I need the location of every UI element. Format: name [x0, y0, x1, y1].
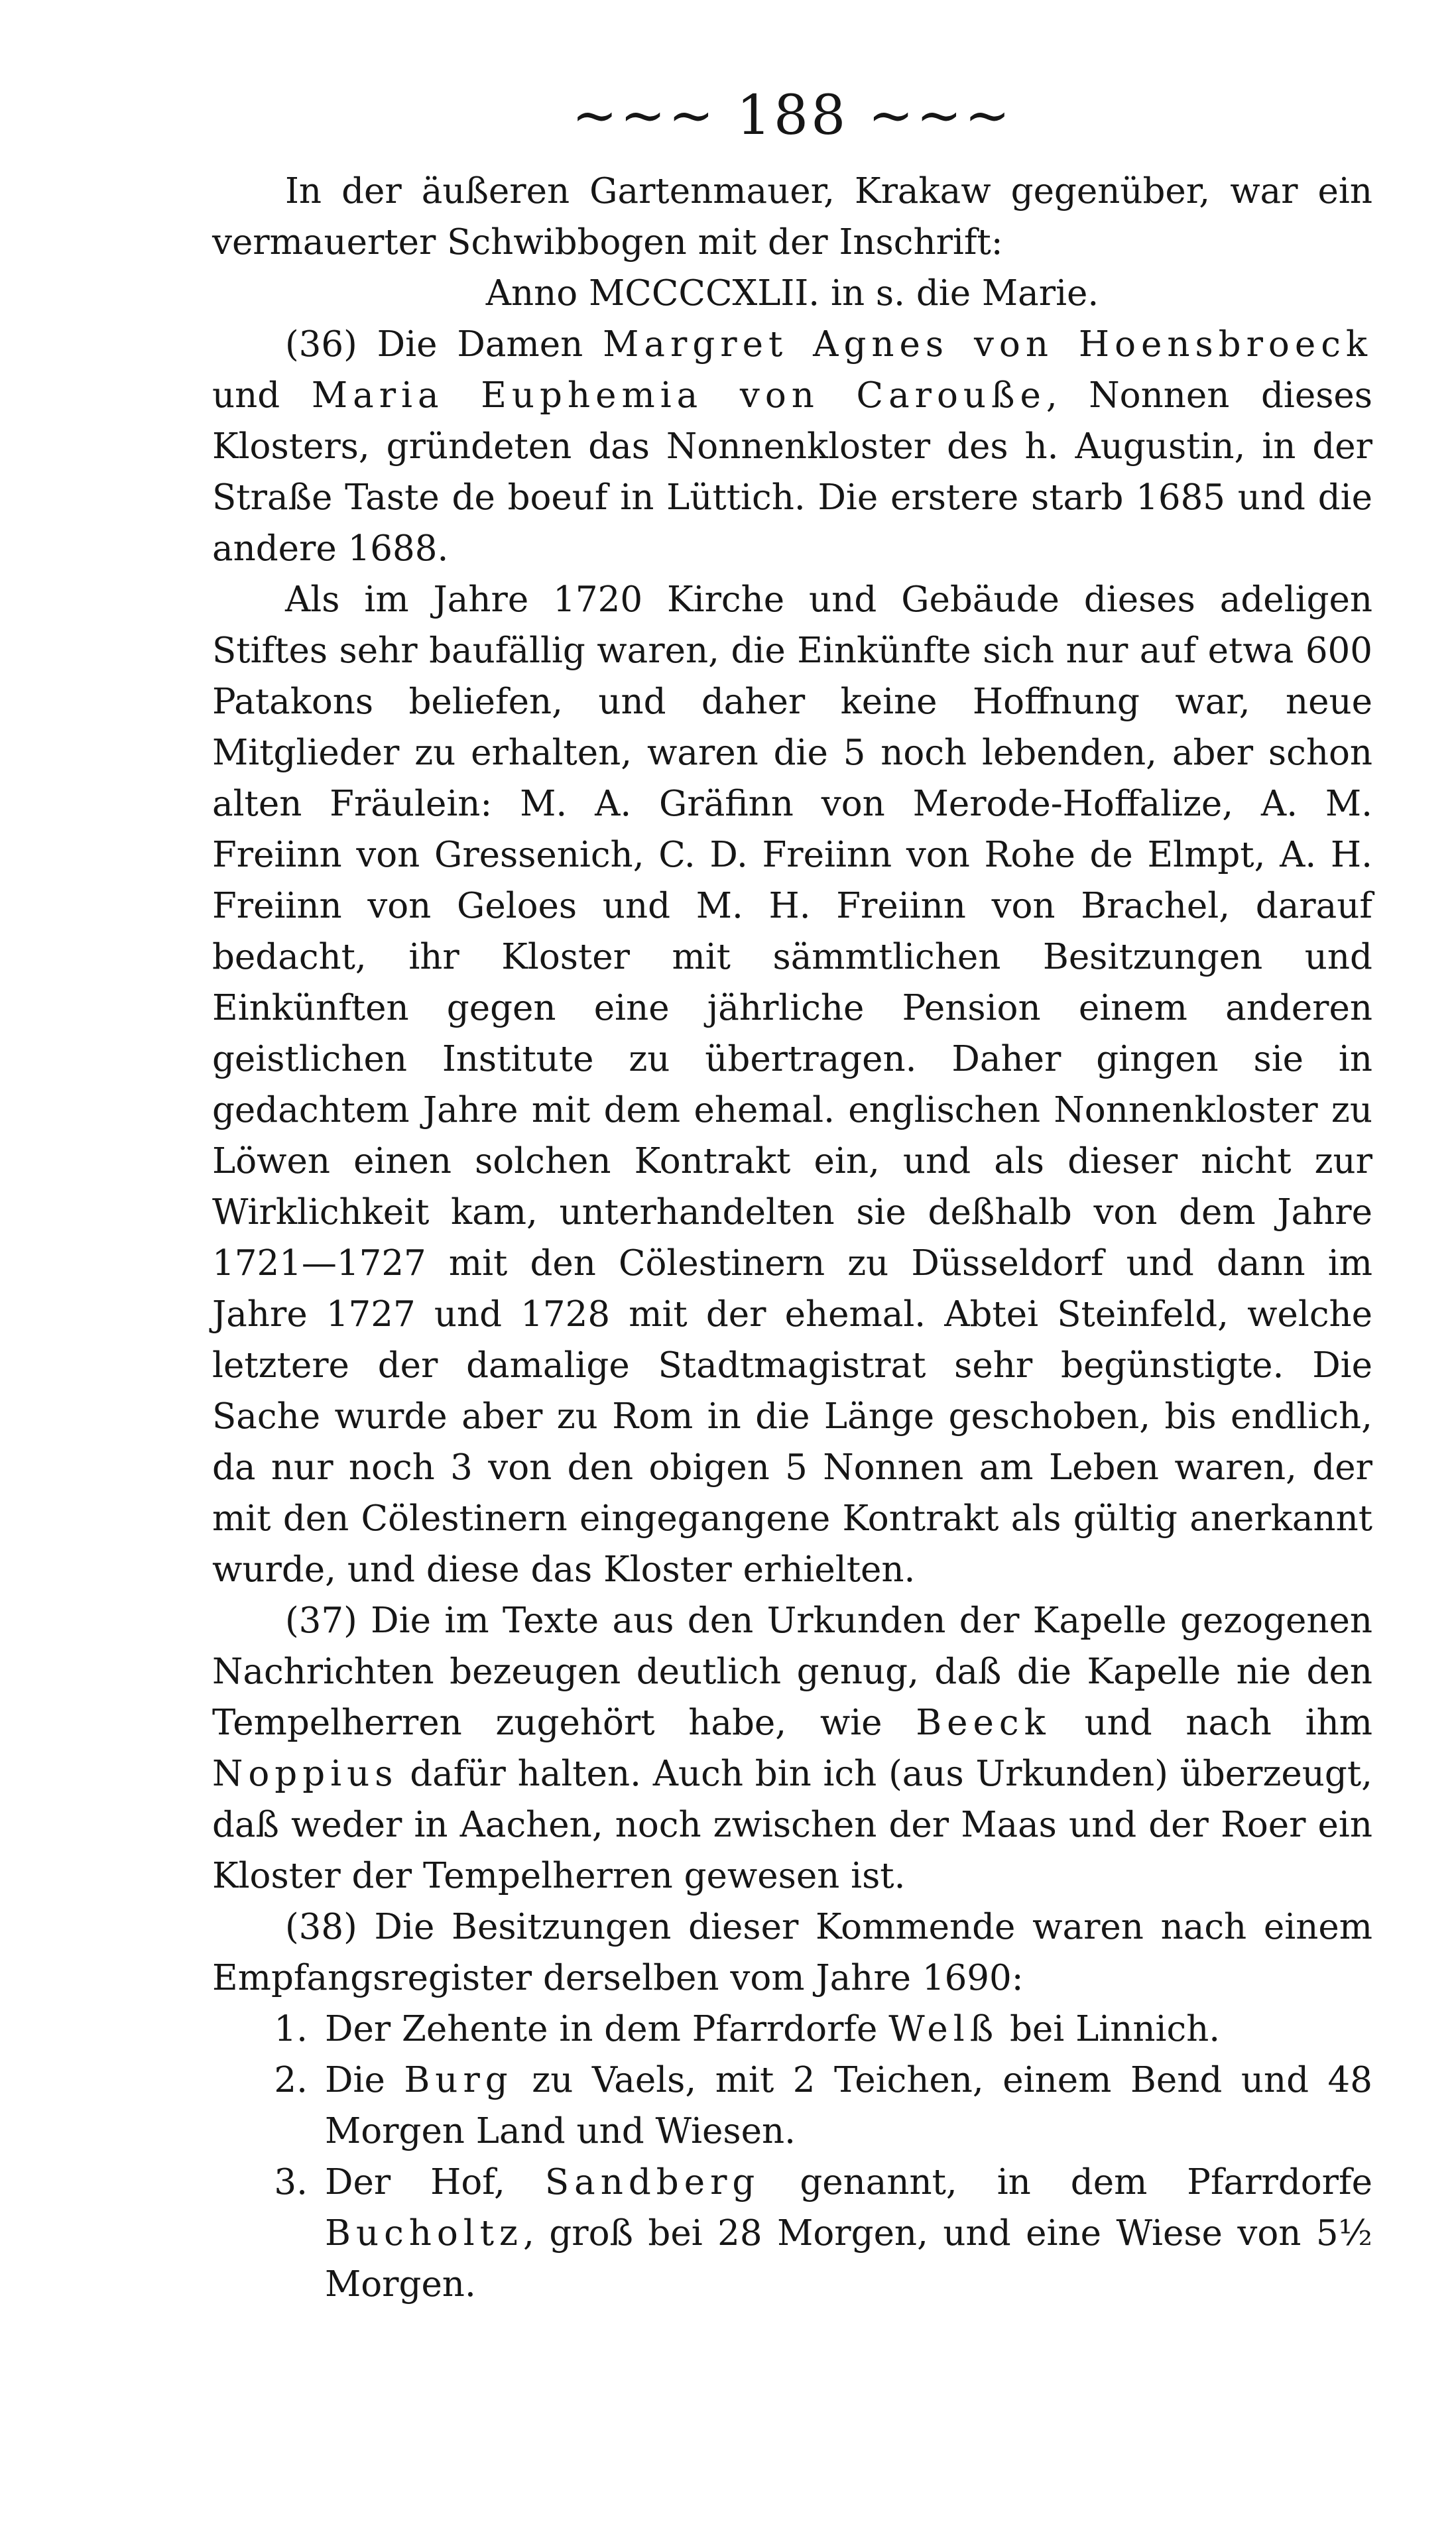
list-place-name: Welß [888, 2009, 999, 2049]
footnote-36 [212, 319, 1372, 574]
footnote-36-rest: , Nonnen dieses Klosters, gründeten das Nonnenkloster des h. Augustin, in der Straße Taste de boeuf in Lüttich. Die erstere starb 1685 und die andere 1688. [212, 375, 1372, 569]
list-text-part: Die [325, 2060, 385, 2100]
list-text-part: Der Hof, [325, 2162, 505, 2203]
list-text [325, 2004, 1372, 2055]
list-place-name: Sandberg [544, 2162, 760, 2203]
list-item [212, 2004, 1372, 2055]
list-number: 2. [274, 2060, 308, 2100]
footnote-36-lead: (36) Die Damen [285, 324, 583, 365]
list-text [325, 2157, 1372, 2310]
footnote-38: (38) Die Besitzungen dieser Kommende waren nach einem Empfangsregister derselben vom Jahre 1690: [212, 1907, 1372, 1998]
footnote-36-name-1: Margret Agnes von Hoensbroeck [603, 324, 1373, 365]
paragraph-1720: Als im Jahre 1720 Kirche und Gebäude dieses adeligen Stiftes sehr baufällig waren, die Einkünfte sich nur auf etwa 600 Patakons beliefen, und daher keine Hoffnung war, neue Mitglieder zu erhalten, waren die 5 noch lebenden, aber schon alten Fräulein: M. A. Gräfinn von Merode-Hoffalize, A. M. Freiinn von Gressenich, C. D. Freiinn von Rohe de Elmpt, A. H. Freiinn von Geloes und M. H. Freiinn von Brachel, darauf bedacht, ihr Kloster mit sämmtlichen Besitzungen und Einkünften gegen eine jährliche Pension einem anderen geistlichen Institute zu übertragen. Daher gingen sie in gedachtem Jahre mit dem ehemal. englischen Nonnenkloster zu Löwen einen solchen Kontrakt ein, und als dieser nicht zur Wirklichkeit kam, unterhandelten sie deßhalb von dem Jahre 1721—1727 mit den Cölestinern zu Düsseldorf und dann im Jahre 1727 und 1728 mit der ehemal. Abtei Steinfeld, welche letztere der damalige Stadtmagistrat sehr begünstigte. Die Sache wurde aber zu Rom in die Länge geschoben, bis endlich, da nur noch 3 von den obigen 5 Nonnen am Leben waren, der mit den Cölestinern eingegangene Kontrakt als gültig anerkannt wurde, und diese das Kloster erhielten. [212, 579, 1372, 1590]
list-text-part: Morgen. [325, 2264, 476, 2305]
list-text-part: zu Vaels, mit 2 Teichen, einem Bend und 48 Morgen Land und Wiesen. [325, 2060, 1372, 2151]
list-text-part: Der Zehente in dem Pfarrdorfe [325, 2009, 878, 2049]
footnote-37-mid: und nach ihm [1084, 1703, 1372, 1743]
list-number: 3. [274, 2162, 308, 2203]
list-item [212, 2157, 1372, 2310]
footnote-37-name-2: Noppius [212, 1754, 398, 1794]
inscription: Anno MCCCCXLII. in s. die Marie. [485, 273, 1099, 314]
list-text-part: , groß bei 28 Morgen, und eine Wiese von [522, 2213, 1302, 2254]
footnote-36-name-2: Maria Euphemia von Carouße [311, 375, 1046, 416]
list-place-name: Burg [404, 2060, 513, 2100]
footnote-36-mid: und [212, 375, 280, 416]
list-number: 1. [274, 2009, 308, 2049]
page-body [212, 166, 1372, 2310]
list-fraction: 5½ [1315, 2213, 1372, 2254]
list-text [325, 2055, 1372, 2157]
footnote-37 [212, 1595, 1372, 1902]
paragraph-intro: In der äußeren Gartenmauer, Krakaw gegenüber, war ein vermauerter Schwibbogen mit der Inschrift: [212, 171, 1372, 263]
list-text-part: bei Linnich. [1010, 2009, 1221, 2049]
footnote-37-rest: dafür halten. Auch bin ich (aus Urkunden) überzeugt, daß weder in Aachen, noch zwischen der Maas und der Roer ein Kloster der Tempelherren gewesen ist. [212, 1754, 1373, 1896]
list-place-name: Bucholtz [325, 2213, 523, 2254]
book-page [212, 80, 1372, 2310]
list-text-part: genannt, in dem Pfarrdorfe [800, 2162, 1372, 2203]
footnote-37-name-1: Beeck [916, 1703, 1051, 1743]
footnote-37-lead: (37) Die im Texte aus den Urkunden der Kapelle gezogenen Nachrichten bezeugen deutlich genug, daß die Kapelle nie den Tempelherren zugehört habe, wie [212, 1601, 1372, 1743]
page-number: ~~~ 188 ~~~ [572, 84, 1013, 147]
list-item [212, 2055, 1372, 2157]
